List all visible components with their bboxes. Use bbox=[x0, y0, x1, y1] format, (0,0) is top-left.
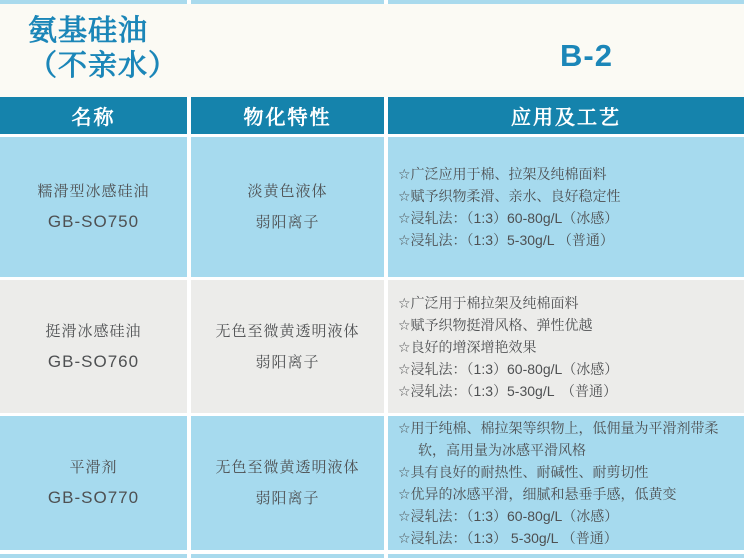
product-code: GB-SO760 bbox=[47, 351, 140, 371]
page-title-line1: 氨基硅油 bbox=[28, 15, 149, 47]
property-line: 无色至微黄透明液体 bbox=[215, 322, 360, 340]
page-title bbox=[28, 14, 178, 84]
product-application-cell bbox=[388, 137, 744, 277]
application-bullet: ☆具有良好的耐热性、耐碱性、耐剪切性 bbox=[398, 464, 649, 480]
product-name: 挺滑冰感硅油 bbox=[45, 322, 142, 340]
product-properties-cell bbox=[191, 280, 384, 413]
application-bullet: ☆浸轧法：（1:3）60-80g/L（冰感） bbox=[398, 360, 619, 377]
application-bullet: ☆用于纯棉、棉拉架等织物上，低佣量为平滑剂带柔软，高用量为冰感平滑风格 bbox=[398, 420, 719, 458]
product-name: 糯滑型冰感硅油 bbox=[37, 183, 150, 200]
application-bullet: ☆浸轧法：（1:3）5-30g/L （普通） bbox=[398, 232, 614, 248]
product-table bbox=[0, 97, 744, 550]
bottom-strip-segment bbox=[191, 554, 384, 558]
product-name-cell bbox=[0, 280, 187, 413]
application-bullet: ☆广泛用于棉拉架及纯棉面料 bbox=[398, 294, 579, 311]
column-header-properties: 物化特性 bbox=[191, 97, 384, 134]
application-bullet: ☆赋予织物挺滑风格、弹性优越 bbox=[398, 316, 593, 333]
product-properties-cell bbox=[191, 137, 384, 277]
application-bullet: ☆良好的增深增艳效果 bbox=[398, 338, 537, 355]
application-bullet: ☆浸轧法：（1:3）60-80g/L（冰感） bbox=[398, 508, 619, 524]
product-name-cell bbox=[0, 416, 187, 550]
product-properties-cell bbox=[191, 416, 384, 550]
property-line: 淡黄色液体 bbox=[247, 183, 328, 200]
product-application-cell bbox=[388, 416, 744, 550]
column-header-name: 名称 bbox=[0, 97, 187, 134]
product-name: 平滑剂 bbox=[69, 459, 118, 476]
application-bullet: ☆浸轧法：（1:3）60-80g/L（冰感） bbox=[398, 210, 619, 226]
property-line: 弱阳离子 bbox=[255, 353, 320, 371]
application-bullet-list bbox=[398, 292, 618, 402]
application-bullet-list bbox=[398, 417, 742, 549]
column-header-application: 应用及工艺 bbox=[388, 97, 744, 134]
page-title-line2: （不亲水） bbox=[28, 50, 179, 82]
application-bullet: ☆优异的冰感平滑，细腻和悬垂手感，低黄变 bbox=[398, 486, 677, 502]
application-bullet-list bbox=[398, 163, 621, 251]
property-line: 无色至微黄透明液体 bbox=[215, 459, 360, 476]
application-bullet: ☆浸轧法：（1:3） 5-30g/L （普通） bbox=[398, 530, 618, 546]
bottom-strip-segment bbox=[0, 554, 187, 558]
application-bullet: ☆赋予织物柔滑、亲水、良好稳定性 bbox=[398, 188, 621, 204]
page-banner bbox=[0, 4, 744, 97]
application-bullet: ☆浸轧法：（1:3）5-30g/L （普通） bbox=[398, 382, 617, 399]
bottom-crop-strip bbox=[0, 554, 744, 558]
bottom-strip-segment bbox=[388, 554, 744, 558]
section-code: B-2 bbox=[560, 38, 613, 73]
property-line: 弱阳离子 bbox=[255, 490, 320, 507]
product-code: GB-SO770 bbox=[47, 488, 140, 507]
product-application-cell bbox=[388, 280, 744, 413]
application-bullet: ☆广泛应用于棉、拉架及纯棉面料 bbox=[398, 166, 607, 182]
product-name-cell bbox=[0, 137, 187, 277]
property-line: 弱阳离子 bbox=[255, 214, 320, 231]
product-code: GB-SO750 bbox=[47, 212, 140, 231]
